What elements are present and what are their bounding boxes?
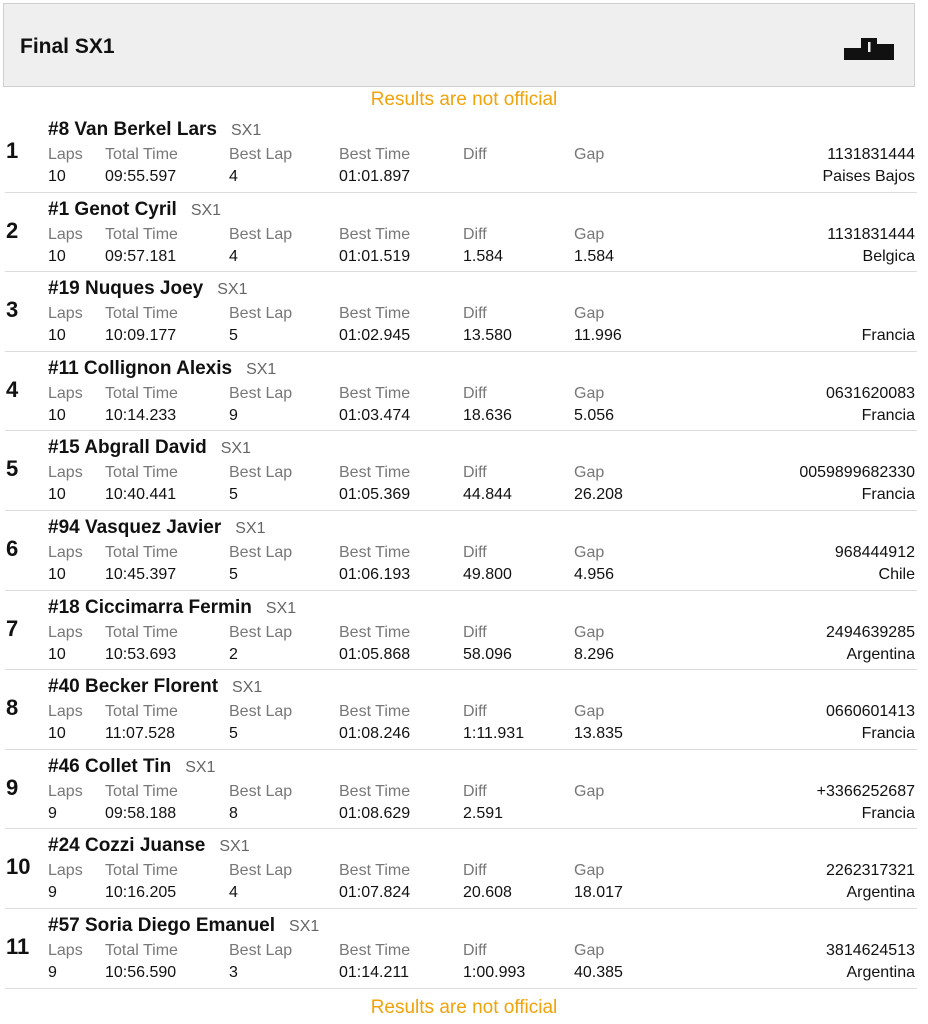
page-title: Final SX1 xyxy=(20,35,115,58)
gap-label: Gap xyxy=(574,146,605,163)
best-time-value: 01:08.246 xyxy=(339,725,411,743)
best-time-label: Best Time xyxy=(339,146,411,163)
category: SX1 xyxy=(246,360,277,378)
best-lap-label: Best Lap xyxy=(229,782,293,800)
gap-value: 26.208 xyxy=(574,486,623,504)
result-row[interactable] xyxy=(5,591,917,671)
best-lap-label: Best Lap xyxy=(229,384,293,402)
rider-name: #46 Collet Tin xyxy=(48,755,172,777)
diff-label: Diff xyxy=(463,703,487,721)
total-time-value: 09:58.188 xyxy=(105,804,177,822)
laps-value: 10 xyxy=(48,168,66,185)
total-time-value: 10:40.441 xyxy=(105,486,177,504)
best-time-value: 01:08.629 xyxy=(339,804,411,822)
diff-label: Diff xyxy=(463,384,487,402)
total-time-value: 10:56.590 xyxy=(105,963,177,981)
country: Francia xyxy=(861,486,915,504)
laps-label: Laps xyxy=(48,703,83,721)
total-time-label: Total Time xyxy=(105,146,178,163)
diff-value: 58.096 xyxy=(463,645,512,663)
best-time-value: 01:03.474 xyxy=(339,406,411,424)
laps-label: Laps xyxy=(48,146,83,163)
country: Paises Bajos xyxy=(822,168,915,185)
gap-value: 8.296 xyxy=(574,645,615,663)
diff-value: 13.580 xyxy=(463,327,512,345)
diff-label: Diff xyxy=(463,543,487,561)
position: 6 xyxy=(6,535,19,561)
country: Francia xyxy=(861,804,915,822)
best-lap-label: Best Lap xyxy=(229,146,293,163)
phone-number: 2494639285 xyxy=(826,623,915,641)
diff-value: 18.636 xyxy=(463,406,512,424)
best-time-label: Best Time xyxy=(339,941,411,959)
diff-label: Diff xyxy=(463,305,487,323)
result-row[interactable] xyxy=(5,272,917,352)
best-time-value: 01:02.945 xyxy=(339,327,411,345)
category: SX1 xyxy=(190,201,222,219)
position: 4 xyxy=(6,376,19,402)
best-lap-label: Best Lap xyxy=(229,862,293,880)
result-row[interactable] xyxy=(5,352,917,432)
best-lap-label: Best Lap xyxy=(229,703,293,721)
result-row[interactable] xyxy=(5,431,917,511)
laps-label: Laps xyxy=(48,384,83,402)
position: 2 xyxy=(6,217,19,243)
best-lap-value: 4 xyxy=(229,168,238,185)
result-row[interactable] xyxy=(5,193,917,273)
gap-value: 40.385 xyxy=(574,963,623,981)
total-time-value: 10:14.233 xyxy=(105,406,177,424)
gap-label: Gap xyxy=(574,384,605,402)
category: SX1 xyxy=(235,519,266,537)
diff-value: 1:11.931 xyxy=(463,725,525,743)
total-time-label: Total Time xyxy=(105,862,178,880)
best-lap-value: 4 xyxy=(229,247,238,265)
result-row[interactable] xyxy=(5,829,917,909)
total-time-label: Total Time xyxy=(105,543,178,561)
category: SX1 xyxy=(265,599,297,617)
position: 8 xyxy=(6,695,19,721)
best-time-value: 01:06.193 xyxy=(339,565,411,583)
best-lap-label: Best Lap xyxy=(229,225,293,243)
position: 9 xyxy=(6,774,19,800)
result-row[interactable] xyxy=(5,909,917,989)
phone-number: 3814624513 xyxy=(826,941,915,959)
gap-label: Gap xyxy=(574,225,605,243)
category: SX1 xyxy=(232,679,263,697)
laps-label: Laps xyxy=(48,464,83,482)
country: Argentina xyxy=(846,645,915,663)
diff-label: Diff xyxy=(463,862,487,880)
rider-name: #94 Vasquez Javier xyxy=(48,516,222,538)
category: SX1 xyxy=(289,917,320,935)
gap-value: 4.956 xyxy=(574,565,615,583)
position: 1 xyxy=(6,138,19,163)
unofficial-notice-top: Results are not official xyxy=(370,89,558,110)
position: 3 xyxy=(6,297,19,323)
laps-label: Laps xyxy=(48,225,83,243)
total-time-value: 09:57.181 xyxy=(105,247,177,265)
phone-number: 2262317321 xyxy=(826,862,915,880)
rider-name: #8 Van Berkel Lars xyxy=(48,119,217,140)
diff-label: Diff xyxy=(463,146,487,163)
category: SX1 xyxy=(231,122,262,139)
total-time-label: Total Time xyxy=(105,305,178,323)
total-time-label: Total Time xyxy=(105,623,178,641)
laps-label: Laps xyxy=(48,782,83,800)
gap-label: Gap xyxy=(574,623,605,641)
rider-name: #40 Becker Florent xyxy=(48,676,219,698)
laps-label: Laps xyxy=(48,941,83,959)
laps-value: 10 xyxy=(48,486,66,504)
best-time-value: 01:14.211 xyxy=(339,963,409,981)
laps-label: Laps xyxy=(48,543,83,561)
best-lap-value: 5 xyxy=(229,565,238,583)
position: 5 xyxy=(6,456,19,482)
best-lap-value: 2 xyxy=(229,645,238,663)
unofficial-notice-bottom: Results are not official xyxy=(370,997,558,1018)
diff-label: Diff xyxy=(463,225,487,243)
total-time-label: Total Time xyxy=(105,782,178,800)
result-row[interactable] xyxy=(5,670,917,750)
gap-value: 11.996 xyxy=(574,327,622,345)
phone-number: 968444912 xyxy=(834,543,915,561)
best-time-value: 01:05.868 xyxy=(339,645,411,663)
gap-label: Gap xyxy=(574,543,605,561)
gap-label: Gap xyxy=(574,305,605,323)
total-time-value: 10:53.693 xyxy=(105,645,177,663)
gap-label: Gap xyxy=(574,782,605,800)
best-lap-value: 5 xyxy=(229,327,238,345)
laps-value: 9 xyxy=(48,963,57,981)
total-time-label: Total Time xyxy=(105,703,178,721)
best-lap-value: 5 xyxy=(229,725,238,743)
laps-value: 10 xyxy=(48,247,66,265)
best-lap-value: 8 xyxy=(229,804,238,822)
country: Francia xyxy=(861,327,915,345)
phone-number: +3366252687 xyxy=(816,782,915,800)
best-time-value: 01:01.897 xyxy=(339,168,411,185)
best-time-value: 01:01.519 xyxy=(339,247,411,265)
country: Belgica xyxy=(862,247,915,265)
category: SX1 xyxy=(217,281,248,299)
rider-name: #24 Cozzi Juanse xyxy=(48,835,206,857)
total-time-label: Total Time xyxy=(105,941,178,959)
diff-value: 1.584 xyxy=(463,247,504,265)
total-time-value: 11:07.528 xyxy=(105,725,175,743)
result-row[interactable] xyxy=(5,750,917,830)
diff-value: 49.800 xyxy=(463,565,512,583)
best-lap-label: Best Lap xyxy=(229,464,293,482)
best-time-value: 01:05.369 xyxy=(339,486,411,504)
best-time-label: Best Time xyxy=(339,384,411,402)
gap-label: Gap xyxy=(574,464,605,482)
position: 11 xyxy=(6,933,30,959)
diff-value: 44.844 xyxy=(463,486,512,504)
rider-name: #18 Ciccimarra Fermin xyxy=(48,596,252,618)
diff-label: Diff xyxy=(463,464,487,482)
total-time-value: 09:55.597 xyxy=(105,168,177,185)
phone-number: 0631620083 xyxy=(826,384,915,402)
laps-label: Laps xyxy=(48,305,83,323)
diff-value: 1:00.993 xyxy=(463,963,526,981)
gap-value: 18.017 xyxy=(574,884,623,902)
podium-icon[interactable] xyxy=(844,38,894,60)
laps-value: 10 xyxy=(48,725,66,743)
phone-number: 1131831444 xyxy=(827,146,915,163)
total-time-value: 10:16.205 xyxy=(105,884,177,902)
rider-name: #19 Nuques Joey xyxy=(48,278,204,300)
laps-label: Laps xyxy=(48,623,83,641)
laps-value: 10 xyxy=(48,565,66,583)
diff-label: Diff xyxy=(463,623,487,641)
result-row[interactable] xyxy=(5,511,917,591)
phone-number: 0660601413 xyxy=(826,703,915,721)
category: SX1 xyxy=(220,440,251,458)
header-bar xyxy=(3,3,915,87)
diff-label: Diff xyxy=(463,941,487,959)
gap-value: 1.584 xyxy=(574,247,615,265)
best-time-label: Best Time xyxy=(339,543,411,561)
best-lap-value: 5 xyxy=(229,486,238,504)
total-time-label: Total Time xyxy=(105,464,178,482)
category: SX1 xyxy=(185,758,216,776)
country: Argentina xyxy=(846,963,915,981)
laps-value: 10 xyxy=(48,645,66,663)
best-time-label: Best Time xyxy=(339,464,411,482)
best-time-value: 01:07.824 xyxy=(339,884,411,902)
total-time-value: 10:09.177 xyxy=(105,327,177,345)
best-time-label: Best Time xyxy=(339,225,411,243)
diff-value: 2.591 xyxy=(463,804,504,822)
country: Francia xyxy=(861,725,915,743)
best-time-label: Best Time xyxy=(339,782,411,800)
country: Francia xyxy=(861,406,915,424)
best-time-label: Best Time xyxy=(339,305,411,323)
phone-number: 0059899682330 xyxy=(799,464,915,482)
gap-label: Gap xyxy=(574,941,605,959)
diff-value: 20.608 xyxy=(463,884,512,902)
best-lap-label: Best Lap xyxy=(229,623,293,641)
country: Chile xyxy=(878,565,915,583)
total-time-label: Total Time xyxy=(105,225,178,243)
best-lap-label: Best Lap xyxy=(229,941,293,959)
total-time-label: Total Time xyxy=(105,384,178,402)
category: SX1 xyxy=(219,838,250,856)
best-time-label: Best Time xyxy=(339,623,411,641)
best-lap-label: Best Lap xyxy=(229,305,293,323)
laps-value: 9 xyxy=(48,884,57,902)
gap-label: Gap xyxy=(574,703,605,721)
gap-value: 5.056 xyxy=(574,406,615,424)
best-time-label: Best Time xyxy=(339,862,411,880)
results-list xyxy=(0,113,928,989)
best-lap-value: 4 xyxy=(229,884,238,902)
best-lap-label: Best Lap xyxy=(229,543,293,561)
country: Argentina xyxy=(846,884,915,902)
best-lap-value: 3 xyxy=(229,963,238,981)
phone-number: 1131831444 xyxy=(827,225,915,243)
laps-value: 10 xyxy=(48,327,66,345)
result-row[interactable] xyxy=(5,113,917,193)
gap-label: Gap xyxy=(574,862,605,880)
laps-value: 10 xyxy=(48,406,66,424)
total-time-value: 10:45.397 xyxy=(105,565,177,583)
rider-name: #57 Soria Diego Emanuel xyxy=(48,914,276,936)
position: 7 xyxy=(6,615,19,641)
rider-name: #11 Collignon Alexis xyxy=(48,357,233,379)
laps-value: 9 xyxy=(48,804,57,822)
best-time-label: Best Time xyxy=(339,703,411,721)
rider-name: #15 Abgrall David xyxy=(48,437,207,459)
diff-label: Diff xyxy=(463,782,487,800)
gap-value: 13.835 xyxy=(574,725,623,743)
best-lap-value: 9 xyxy=(229,406,238,424)
rider-name: #1 Genot Cyril xyxy=(48,198,177,220)
position: 10 xyxy=(6,854,31,880)
laps-label: Laps xyxy=(48,862,83,880)
